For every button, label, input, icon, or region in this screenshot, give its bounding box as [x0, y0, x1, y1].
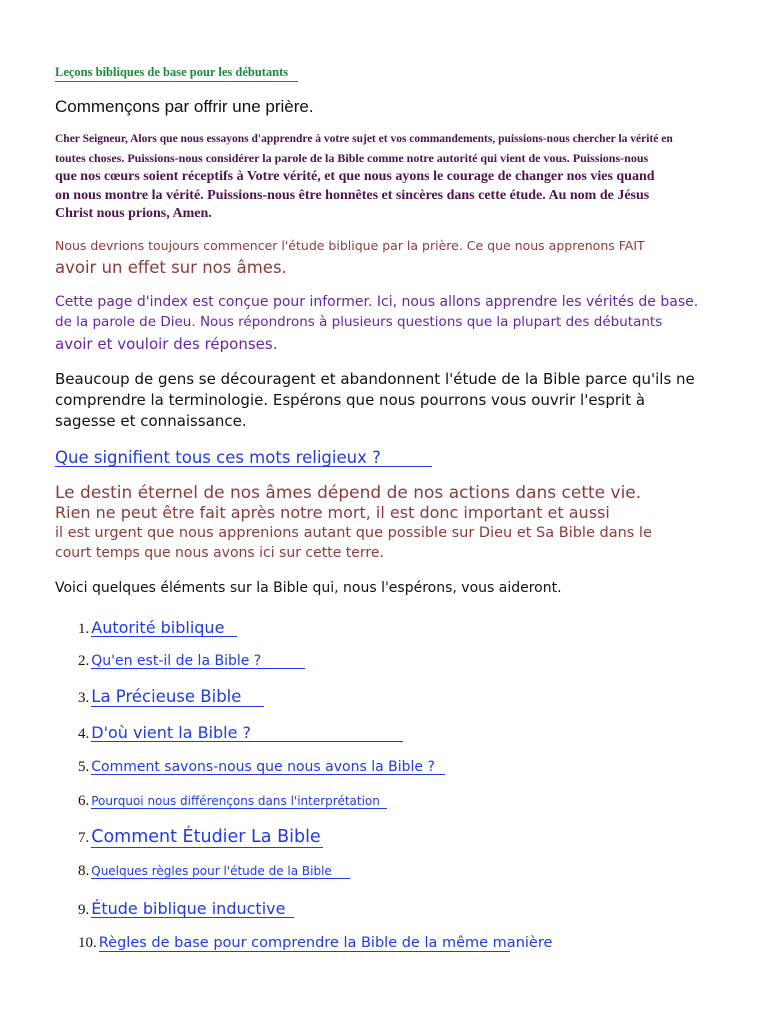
link-underline — [91, 808, 387, 809]
lesson-item — [78, 898, 286, 918]
prayer-line: que nos cœurs soient réceptifs à Votre vérité, et que nous ayons le courage de changer nos vies quand — [55, 168, 655, 184]
lesson-link[interactable] — [91, 898, 286, 918]
terms-link[interactable] — [55, 447, 381, 467]
prayer-heading: Commençons par offrir une prière. — [55, 97, 314, 116]
lesson-number: 9. — [78, 901, 90, 918]
lesson-number: 3. — [78, 690, 90, 706]
lesson-item — [78, 794, 380, 809]
urgency-line: Rien ne peut être fait après notre mort, il est donc important et aussi — [55, 502, 610, 522]
lesson-number: 4. — [78, 725, 90, 742]
lesson-item — [78, 689, 241, 706]
link-underline — [91, 878, 350, 879]
prayer-line: toutes choses. Puissions-nous considérer la parole de la Bible comme notre autorité qui vient de vous. Puissions-nous — [55, 150, 649, 165]
header-link-label: Leçons bibliques de base pour les débutants — [55, 65, 289, 79]
link-underline — [91, 917, 294, 918]
lesson-link[interactable] — [91, 829, 320, 847]
terms-link-row — [55, 447, 381, 467]
discouragement-line: comprendre la terminologie. Espérons que nous pourrons vous ouvrir l'esprit à — [55, 391, 646, 409]
prayer-line: on nous montre la vérité. Puissions-nous être honnêtes et sincères dans cette étude. Au nom de Jésus — [55, 187, 650, 203]
lesson-link-label: La Précieuse Bible — [91, 687, 242, 706]
prayer-note-line: avoir un effet sur nos âmes. — [55, 258, 287, 277]
lesson-link-label: Règles de base pour comprendre la Bible de la même manière — [98, 934, 553, 951]
lesson-number: 1. — [78, 620, 90, 637]
lesson-item — [78, 617, 225, 637]
lessons-intro: Voici quelques éléments sur la Bible qui, nous l'espérons, vous aideront. — [55, 579, 562, 596]
index-intro-line: de la parole de Dieu. Nous répondrons à plusieurs questions que la plupart des débutants — [55, 314, 663, 330]
link-underline — [91, 741, 403, 742]
header-link-underline — [55, 81, 298, 82]
header-link[interactable] — [55, 66, 288, 79]
lesson-item — [78, 864, 332, 879]
lesson-number: 6. — [78, 792, 90, 809]
lesson-link-label: Autorité biblique — [91, 617, 225, 637]
lesson-number: 2. — [78, 652, 90, 669]
lesson-number: 10. — [78, 934, 97, 951]
prayer-line: Cher Seigneur, Alors que nous essayons d'apprendre à votre sujet et vos commandements, puissions-nous chercher la vérité en — [55, 133, 673, 145]
discouragement-line: sagesse et connaissance. — [55, 412, 247, 430]
lesson-number: 7. — [78, 830, 90, 846]
urgency-line: Le destin éternel de nos âmes dépend de nos actions dans cette vie. — [55, 483, 642, 503]
link-underline — [91, 847, 323, 848]
discouragement-line: Beaucoup de gens se découragent et abandonnent l'étude de la Bible parce qu'ils ne — [55, 370, 695, 388]
lesson-number: 8. — [78, 862, 90, 879]
lesson-link-label: Étude biblique inductive — [91, 898, 286, 918]
lesson-link[interactable] — [91, 795, 380, 807]
lesson-item — [78, 760, 435, 775]
link-underline — [99, 951, 510, 952]
lesson-number: 5. — [78, 758, 90, 775]
lesson-link[interactable] — [91, 654, 261, 668]
lesson-item — [78, 654, 261, 669]
lesson-link[interactable] — [99, 936, 553, 951]
urgency-line: il est urgent que nous apprenions autant que possible sur Dieu et Sa Bible dans le — [55, 524, 652, 541]
lesson-link[interactable] — [91, 689, 241, 706]
index-intro-line: avoir et vouloir des réponses. — [55, 335, 278, 353]
terms-link-label: Que signifient tous ces mots religieux ? — [55, 447, 381, 467]
link-underline — [55, 466, 432, 467]
prayer-note-line: Nous devrions toujours commencer l'étude biblique par la prière. Ce que nous apprenons FAIT — [55, 237, 645, 253]
lesson-link[interactable] — [91, 760, 435, 774]
lesson-item — [78, 829, 321, 847]
link-underline — [91, 706, 264, 707]
link-underline — [91, 636, 237, 637]
lesson-link[interactable] — [91, 722, 252, 742]
link-underline — [91, 668, 305, 669]
lesson-item — [78, 722, 252, 742]
lesson-link[interactable] — [91, 865, 332, 877]
urgency-line: court temps que nous avons ici sur cette terre. — [55, 544, 384, 561]
prayer-line: Christ nous prions, Amen. — [55, 205, 212, 221]
lesson-item — [78, 936, 552, 951]
lesson-link-label: Comment savons-nous que nous avons la Bible ? — [91, 758, 435, 775]
lesson-link-label: Comment Étudier La Bible — [91, 827, 321, 847]
lesson-link[interactable] — [91, 617, 225, 637]
link-underline — [91, 774, 445, 775]
lesson-link-label: Pourquoi nous différençons dans l'interprétation — [91, 793, 380, 808]
lesson-link-label: D'où vient la Bible ? — [91, 722, 252, 742]
lesson-link-label: Qu'en est-il de la Bible ? — [91, 652, 262, 669]
header — [55, 66, 288, 79]
index-intro-line: Cette page d'index est conçue pour informer. Ici, nous allons apprendre les vérités de base. — [55, 293, 699, 310]
lesson-link-label: Quelques règles pour l'étude de la Bible — [91, 863, 332, 878]
